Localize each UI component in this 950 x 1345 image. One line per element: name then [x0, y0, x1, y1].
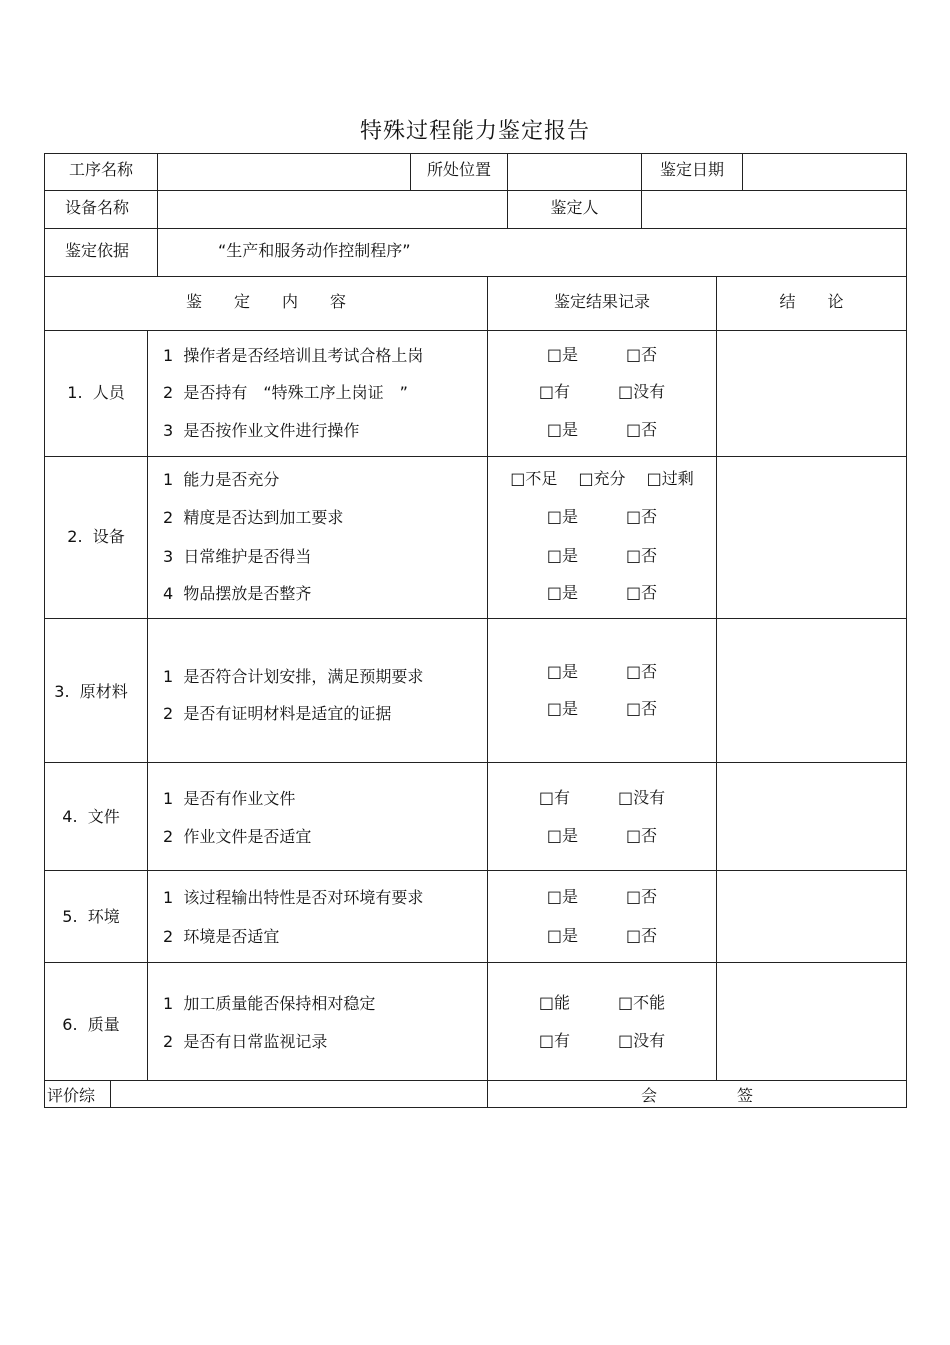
section-label: 3. 原材料: [54, 682, 128, 701]
content-column-header: 鉴 定 内 容: [185, 292, 346, 311]
evaluation-label: 评价综: [47, 1086, 96, 1105]
basis-value: “生产和服务动作控制程序”: [218, 241, 411, 260]
section-label: 2. 设备: [67, 527, 125, 546]
page-title: 特殊过程能力鉴定报告: [359, 119, 590, 144]
check-options: □是 □否: [546, 826, 658, 845]
check-item: 1 能力是否充分: [163, 470, 280, 489]
check-item: 4 物品摆放是否整齐: [163, 584, 312, 603]
column-divider: [742, 153, 743, 191]
section-label: 4. 文件: [62, 807, 120, 826]
check-item: 1 加工质量能否保持相对稳定: [163, 994, 376, 1013]
row-divider: [44, 618, 907, 619]
check-options: □能 □不能: [538, 993, 666, 1012]
check-item: 3 日常维护是否得当: [163, 547, 312, 566]
check-item: 2 是否有日常监视记录: [163, 1032, 328, 1051]
check-item: 2 是否有证明材料是适宜的证据: [163, 704, 392, 723]
column-divider: [110, 1080, 111, 1108]
section-label: 6. 质量: [62, 1015, 120, 1034]
date-label: 鉴定日期: [659, 160, 724, 179]
column-divider: [157, 153, 158, 277]
table-border-bottom: [44, 1107, 907, 1108]
check-options: □是 □否: [546, 546, 658, 565]
check-item: 2 作业文件是否适宜: [163, 827, 312, 846]
row-divider: [44, 190, 907, 191]
check-item: 1 是否有作业文件: [163, 789, 296, 808]
check-options: □是 □否: [546, 926, 658, 945]
row-divider: [44, 456, 907, 457]
result-column-header: 鉴定结果记录: [553, 292, 650, 311]
row-divider: [44, 1080, 907, 1081]
basis-label: 鉴定依据: [64, 241, 129, 260]
section-label: 5. 环境: [62, 907, 120, 926]
row-divider: [44, 228, 907, 229]
row-divider: [44, 962, 907, 963]
check-item: 3 是否按作业文件进行操作: [163, 421, 360, 440]
appraiser-label: 鉴定人: [550, 198, 599, 217]
check-options: □是 □否: [546, 345, 658, 364]
check-item: 2 是否持有 “特殊工序上岗证 ”: [163, 383, 408, 402]
check-options: □是 □否: [546, 699, 658, 718]
check-item: 1 该过程输出特性是否对环境有要求: [163, 888, 424, 907]
table-border-right: [906, 153, 907, 1108]
check-options: □有 □没有: [538, 788, 666, 807]
section-label: 1. 人员: [67, 383, 125, 402]
row-divider: [44, 276, 907, 277]
row-divider: [44, 762, 907, 763]
check-options: □是 □否: [546, 662, 658, 681]
location-label: 所处位置: [426, 160, 491, 179]
row-divider: [44, 330, 907, 331]
check-options: □不足 □充分 □过剩: [510, 469, 694, 488]
column-divider: [716, 276, 717, 1081]
check-options: □是 □否: [546, 887, 658, 906]
check-item: 2 精度是否达到加工要求: [163, 508, 344, 527]
check-options: □是 □否: [546, 583, 658, 602]
row-divider: [44, 870, 907, 871]
check-options: □有 □没有: [538, 382, 666, 401]
check-options: □有 □没有: [538, 1031, 666, 1050]
check-item: 1 是否符合计划安排，满足预期要求: [163, 667, 424, 686]
column-divider: [147, 330, 148, 1081]
check-item: 1 操作者是否经培训且考试合格上岗: [163, 346, 424, 365]
signoff-label: 会 签: [640, 1086, 753, 1105]
conclusion-column-header: 结 论: [779, 292, 844, 311]
equipment-name-label: 设备名称: [64, 198, 129, 217]
check-options: □是 □否: [546, 420, 658, 439]
check-item: 2 环境是否适宜: [163, 927, 280, 946]
table-border-top: [44, 153, 907, 154]
check-options: □是 □否: [546, 507, 658, 526]
process-name-label: 工序名称: [68, 160, 133, 179]
